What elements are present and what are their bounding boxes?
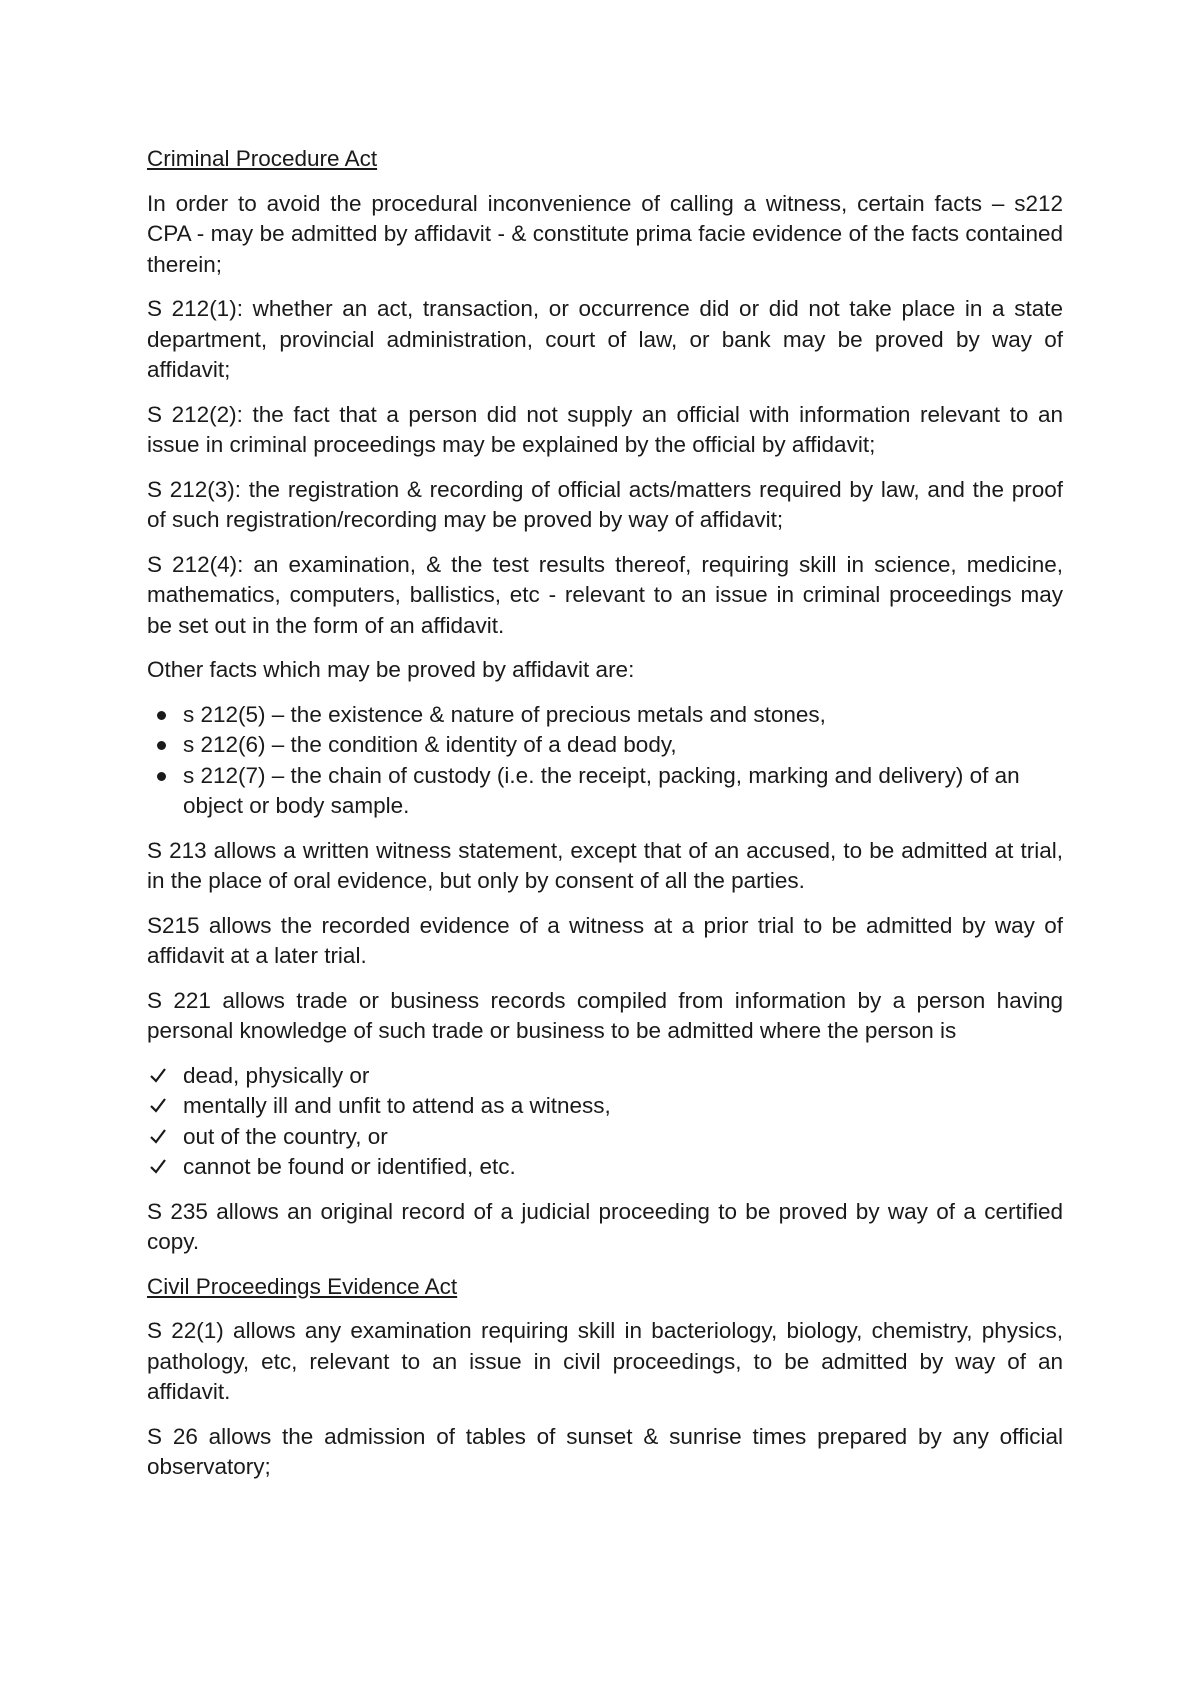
list-item [147,1091,1063,1122]
paragraph-other-facts-intro: Other facts which may be proved by affidavit are: [147,657,635,682]
list-item-text: out of the country, or [183,1123,388,1149]
paragraph-s215: S215 allows the recorded evidence of a witness at a prior trial to be admitted by way of affidavit at a later trial. [147,912,1063,968]
bullet-dot-icon [157,772,166,781]
paragraph-s213: S 213 allows a written witness statement, except that of an accused, to be admitted at trial, in the place of oral evidence, but only by consent of all the parties. [147,837,1063,893]
heading-civil-proceedings-evidence-act: Civil Proceedings Evidence Act [147,1273,458,1299]
checkmark-icon [149,1096,167,1114]
bullet-dot-icon [157,741,166,750]
paragraph-s212-3: S 212(3): the registration & recording of official acts/matters required by law, and the proof of such registration/recording may be proved by way of affidavit; [147,476,1063,532]
document-page [147,144,1063,1497]
list-item-text: s 212(6) – the condition & identity of a dead body, [183,732,677,757]
checkmark-icon [149,1157,167,1175]
paragraph-s22-1: S 22(1) allows any examination requiring skill in bacteriology, biology, chemistry, physics, pathology, etc, relevant to an issue in civil proceedings, to be admitted by way of an affidavit. [147,1318,1063,1404]
list-item-text: mentally ill and unfit to attend as a witness, [183,1093,611,1118]
list-item-text: s 212(7) – the chain of custody (i.e. the receipt, packing, marking and delivery) of an object or body sample. [183,762,1020,818]
list-item-text: cannot be found or identified, etc. [183,1154,516,1179]
paragraph-intro: In order to avoid the procedural inconvenience of calling a witness, certain facts – s212 CPA - may be admitted by affidavit - & constitute prima facie evidence of the facts contained therein; [147,190,1063,277]
paragraph-s212-1: S 212(1): whether an act, transaction, or occurrence did or did not take place in a state department, provincial administration, court of law, or bank may be proved by way of affidavit; [147,296,1063,382]
list-item [147,761,1063,822]
paragraph-s235: S 235 allows an original record of a judicial proceeding to be proved by way of a certified copy. [147,1198,1063,1254]
list-item [147,1152,1063,1183]
other-facts-list [147,700,1063,822]
list-item [147,700,1063,731]
list-item [147,730,1063,761]
paragraph-s221: S 221 allows trade or business records compiled from information by a person having personal knowledge of such trade or business to be admitted where the person is [147,987,1063,1043]
paragraph-s212-4: S 212(4): an examination, & the test results thereof, requiring skill in science, medicine, mathematics, computers, ballistics, etc - relevant to an issue in criminal proceedings may be set out in the form of an affidavit. [147,551,1063,638]
checkmark-icon [149,1066,167,1084]
list-item [147,1122,1063,1153]
paragraph-s212-2: S 212(2): the fact that a person did not supply an official with information relevant to an issue in criminal proceedings may be explained by the official by affidavit; [147,401,1063,457]
checkmark-icon [149,1127,167,1145]
paragraph-s26: S 26 allows the admission of tables of sunset & sunrise times prepared by any official observatory; [147,1423,1063,1479]
heading-criminal-procedure-act: Criminal Procedure Act [147,146,378,171]
list-item [147,1061,1063,1092]
list-item-text: dead, physically or [183,1062,370,1088]
list-item-text: s 212(5) – the existence & nature of precious metals and stones, [183,701,826,727]
s221-conditions-list [147,1061,1063,1183]
bullet-dot-icon [157,711,166,720]
